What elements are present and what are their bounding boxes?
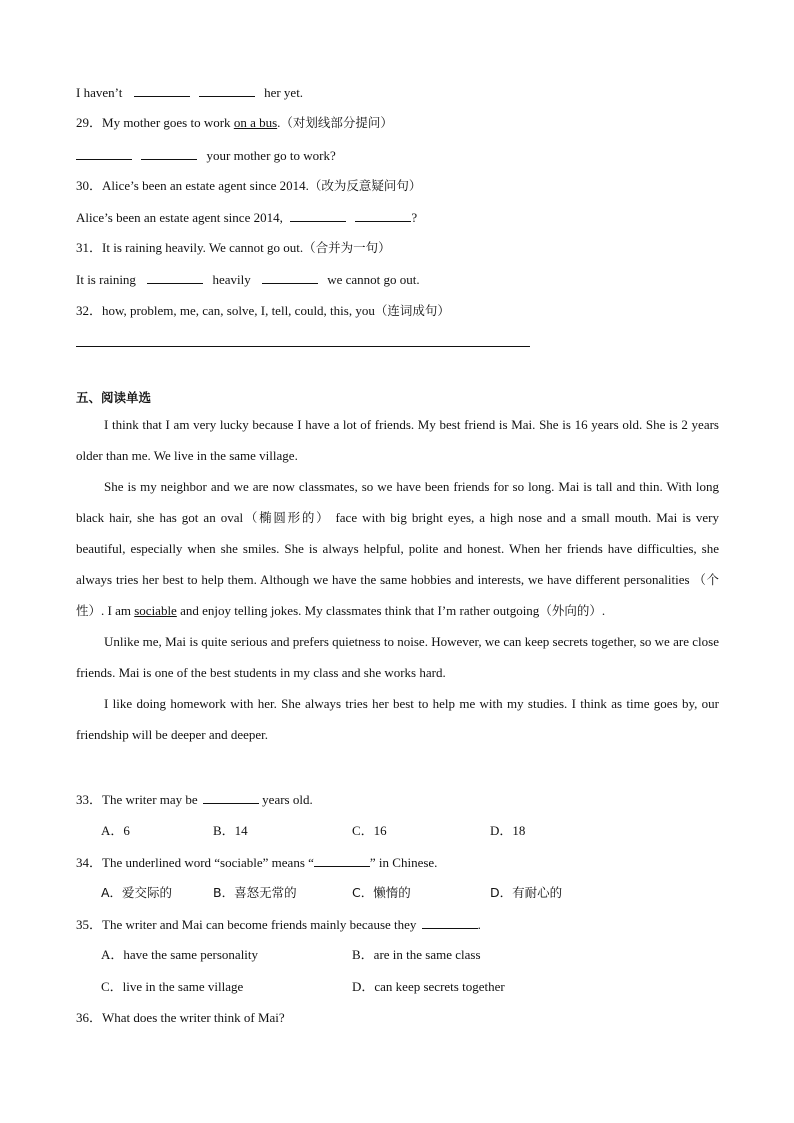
question-35 [76, 916, 481, 933]
question-number: 34． [76, 855, 103, 870]
question-28-answer-line [76, 84, 303, 101]
answer-blank[interactable] [134, 84, 190, 97]
option-c[interactable]: C．live in the same village [101, 979, 244, 994]
option-a[interactable]: A．have the same personality [101, 947, 259, 962]
passage-paragraph-2 [76, 471, 719, 626]
gloss-text: （个性） [76, 572, 719, 618]
question-34 [76, 854, 437, 871]
reading-passage [76, 409, 719, 750]
option-a[interactable] [101, 885, 172, 901]
answer-blank[interactable] [76, 147, 132, 160]
paragraph-text: She is my neighbor and we are now classmates, so we have been friends for so long. Mai is tall and thin. With long black hair, she has got an oval [76, 479, 719, 525]
answer-blank[interactable] [199, 84, 255, 97]
option-b[interactable]: B．are in the same class [352, 947, 481, 962]
question-text: The underlined word “sociable” means “ [102, 855, 314, 870]
option-b[interactable] [213, 885, 297, 901]
passage-paragraph-1 [76, 409, 719, 471]
question-36 [76, 1010, 285, 1026]
question-instruction: （对划线部分提问） [280, 115, 393, 130]
passage-paragraph-4 [76, 688, 719, 750]
question-number: 31． [76, 240, 103, 255]
question-number: 35． [76, 917, 103, 932]
option-label: C．懒惰的 [352, 885, 411, 900]
question-number: 30． [76, 178, 103, 193]
question-29 [76, 115, 393, 131]
option-label: A．爱交际的 [101, 885, 173, 900]
answer-line-long[interactable] [76, 346, 530, 347]
q29-answer-tail: your mother go to work? [206, 148, 336, 163]
answer-blank[interactable] [203, 791, 259, 804]
option-label: D．有耐心的 [490, 885, 563, 900]
passage-paragraph-3 [76, 626, 719, 688]
question-number: 36． [76, 1010, 103, 1025]
option-a[interactable]: A．6 [101, 823, 130, 838]
question-text-end: . [477, 917, 481, 932]
question-text-end: years old. [262, 792, 313, 807]
option-d[interactable]: D．18 [490, 823, 526, 838]
option-b[interactable]: B．14 [213, 823, 248, 838]
question-number: 33． [76, 792, 103, 807]
answer-blank[interactable] [290, 209, 346, 222]
answer-blank[interactable] [422, 916, 478, 929]
option-c[interactable] [352, 885, 411, 901]
q28-pre-text: I haven’t [76, 85, 123, 100]
question-text-end: ” in Chinese. [369, 855, 438, 870]
question-29-answer-line [76, 147, 336, 164]
answer-blank[interactable] [355, 209, 411, 222]
q28-post-text: her yet. [264, 85, 304, 100]
q31-answer-part-3: we cannot go out. [327, 272, 420, 287]
question-text: It is raining heavily. We cannot go out. [102, 240, 304, 255]
paragraph-text: Unlike me, Mai is quite serious and prefers quietness to noise. However, we can keep secrets together, so we are close friends. Mai is one of the best students in my class and she works hard. [76, 634, 719, 680]
question-text: how, problem, me, can, solve, I, tell, could, this, you [102, 303, 375, 318]
question-text: What does the writer think of Mai? [102, 1010, 285, 1025]
option-d[interactable] [490, 885, 562, 901]
section-title: 五、阅读单选 [76, 390, 152, 405]
question-30-answer-line [76, 209, 417, 226]
answer-blank[interactable] [314, 854, 370, 867]
paragraph-text: I like doing homework with her. She always tries her best to help me with my studies. I think as time goes by, our friendship will be deeper and deeper. [76, 696, 719, 742]
question-number: 32． [76, 303, 103, 318]
question-31 [76, 240, 391, 256]
answer-blank[interactable] [141, 147, 197, 160]
question-text: My mother goes to work [102, 115, 234, 130]
q30-answer-tail: ? [411, 210, 418, 225]
question-instruction: （改为反意疑问句） [308, 178, 422, 193]
answer-blank[interactable] [262, 271, 318, 284]
option-d[interactable]: D．can keep secrets together [352, 979, 505, 994]
paragraph-text: . [601, 603, 606, 618]
paragraph-text: and enjoy telling jokes. My classmates think that I’m rather outgoing [176, 603, 540, 618]
gloss-text: （椭圆形的） [243, 510, 331, 525]
question-text: Alice’s been an estate agent since 2014. [102, 178, 309, 193]
question-30 [76, 178, 421, 194]
q31-answer-part-2: heavily [212, 272, 251, 287]
q30-answer-head: Alice’s been an estate agent since 2014, [76, 210, 283, 225]
q31-answer-part-1: It is raining [76, 272, 136, 287]
paragraph-text: . I am [101, 603, 135, 618]
option-c[interactable]: C．16 [352, 823, 387, 838]
underlined-phrase: on a bus [233, 115, 278, 130]
question-text: The writer and Mai can become friends mainly because they [102, 917, 417, 932]
question-number: 29． [76, 115, 103, 130]
answer-blank[interactable] [147, 271, 203, 284]
question-instruction: （合并为一句） [303, 240, 391, 255]
question-instruction: （连词成句） [374, 303, 450, 318]
question-32 [76, 303, 450, 319]
question-31-answer-line [76, 271, 420, 288]
question-text-end: . [277, 115, 281, 130]
underlined-word-sociable: sociable [134, 603, 177, 618]
option-label: B．喜怒无常的 [213, 885, 297, 900]
paragraph-text: I think that I am very lucky because I have a lot of friends. My best friend is Mai. She is 16 years old. She is 2 years older than me. We live in the same village. [76, 417, 719, 463]
paragraph-text: face with big bright eyes, a high nose and a small mouth. Mai is very beautiful, especially when she smiles. She is always helpful, polite and honest. When her friends have difficulties, she always tries her best to help them. Although we have the same hobbies and interests, we have different personalities [76, 510, 719, 587]
question-text: The writer may be [102, 792, 198, 807]
question-33 [76, 791, 313, 808]
gloss-text: （外向的） [539, 603, 602, 618]
